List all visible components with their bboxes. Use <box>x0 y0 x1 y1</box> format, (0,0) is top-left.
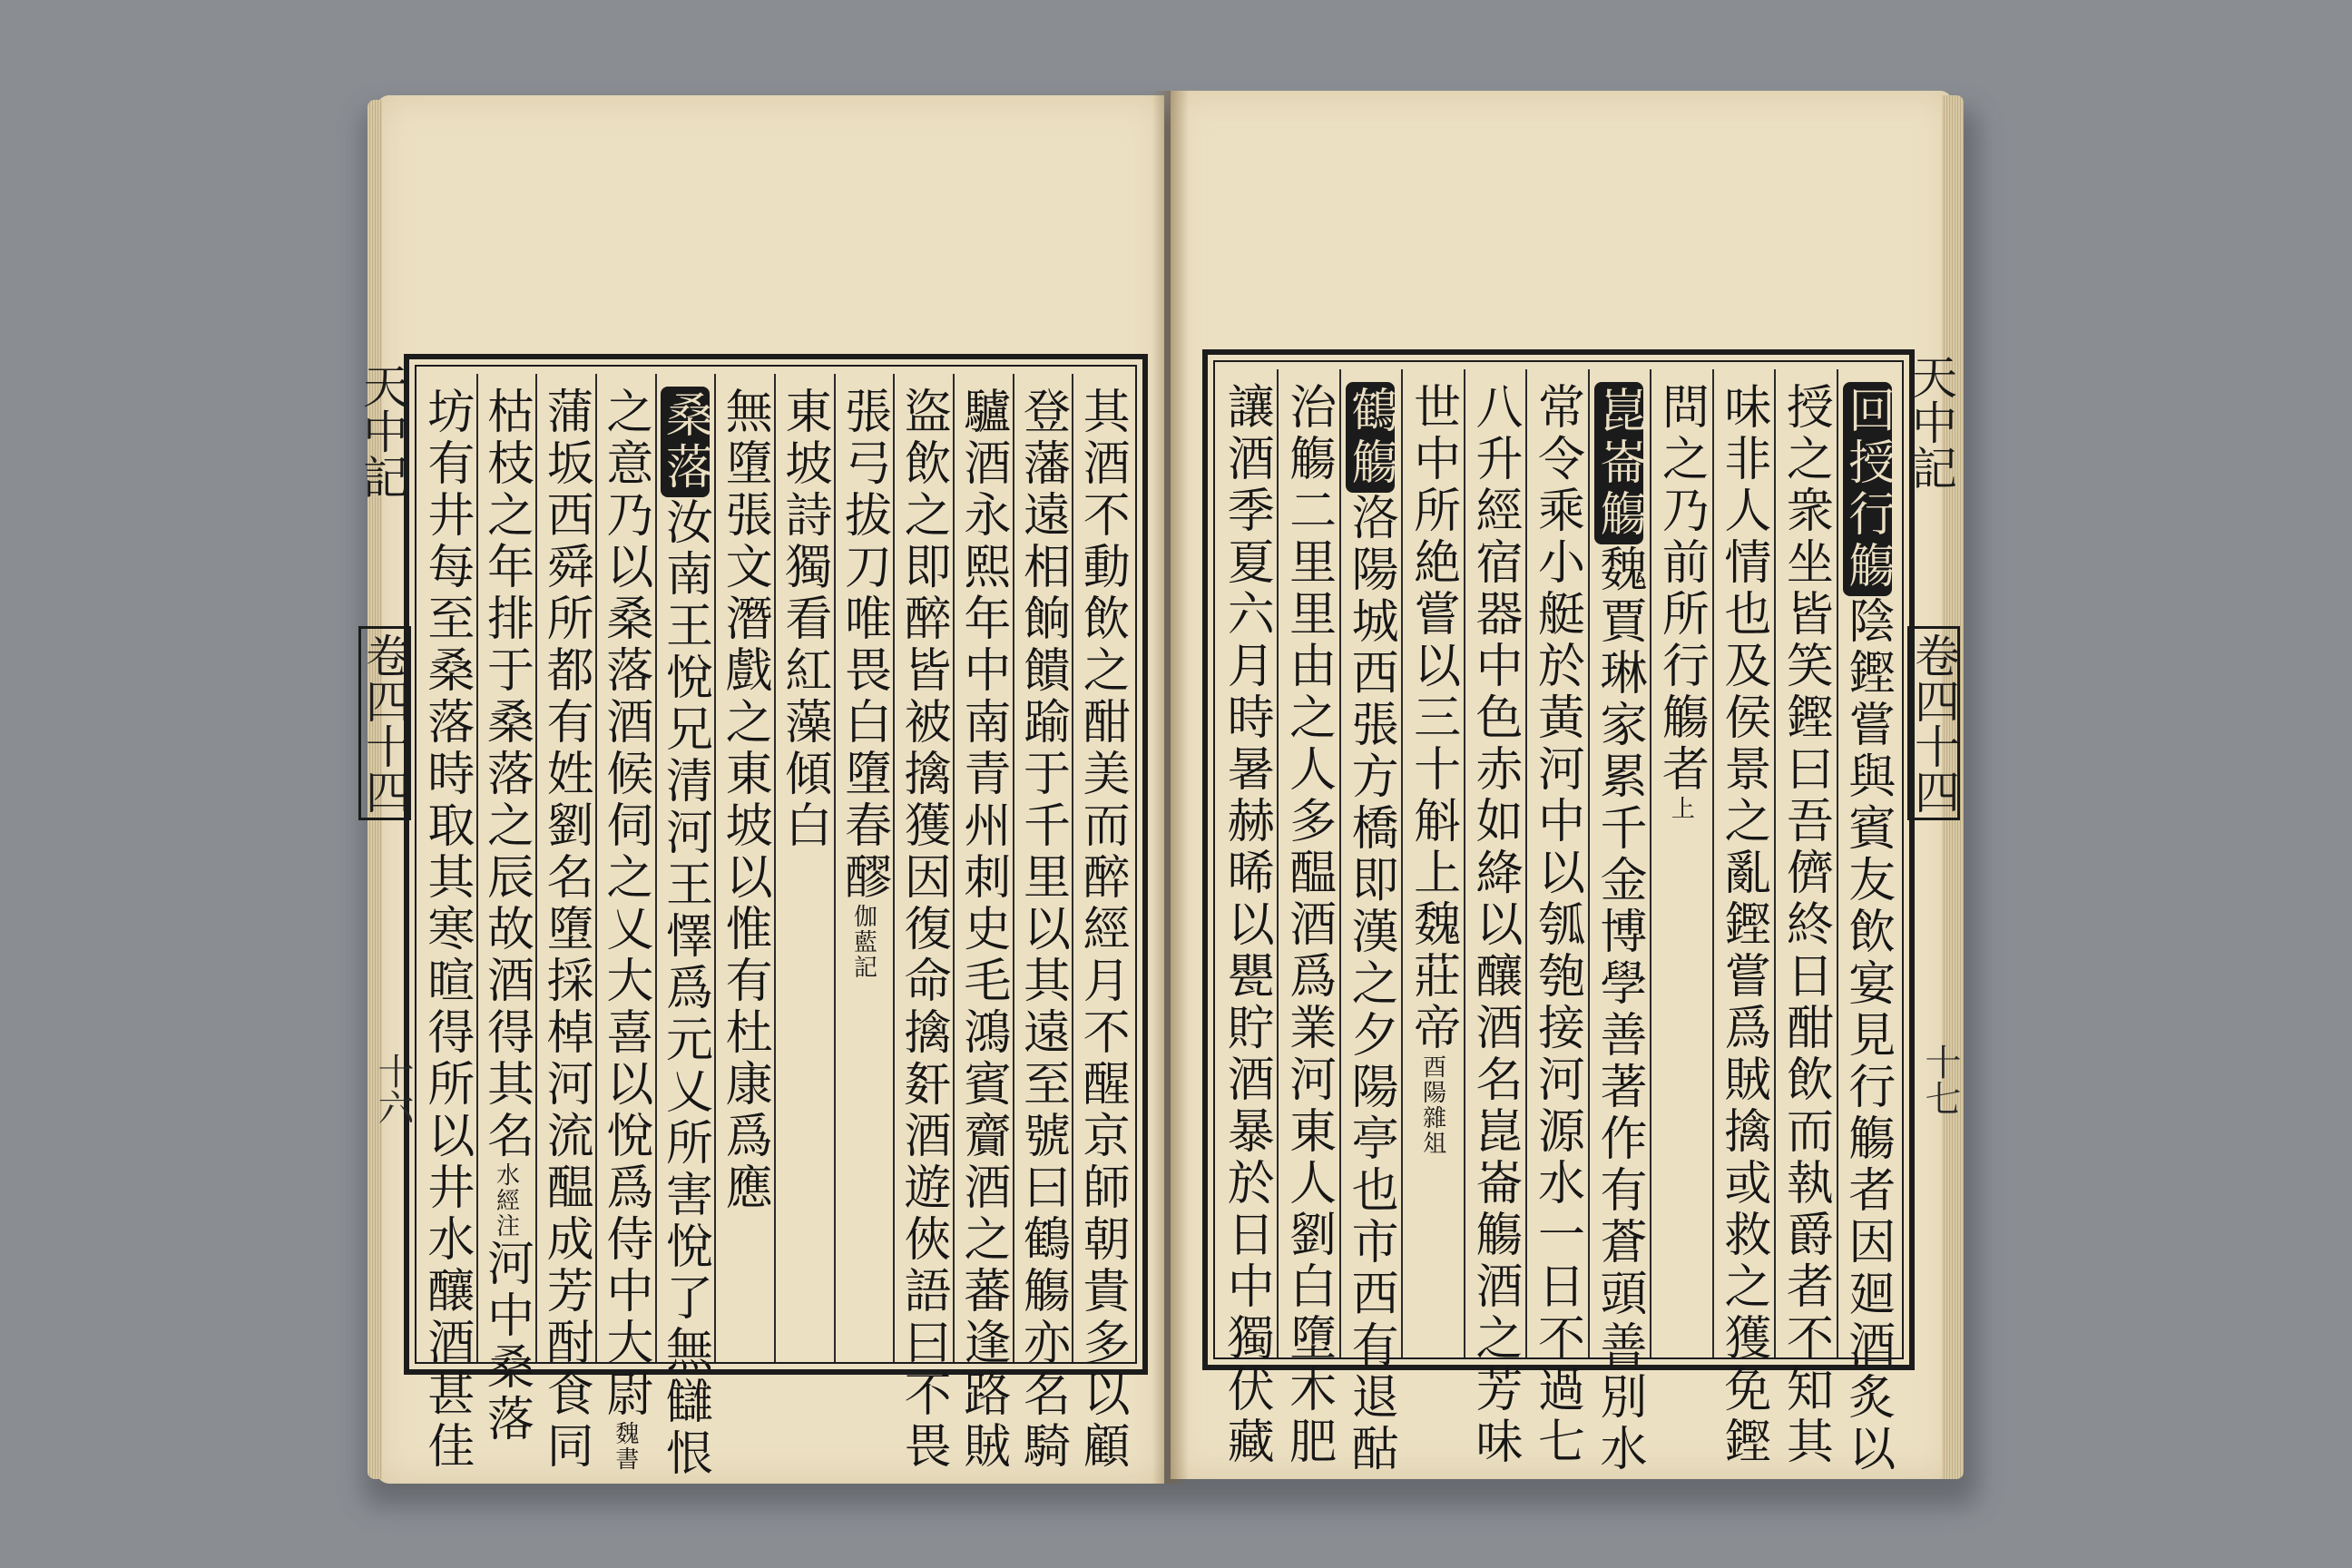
column-text: 問之乃前所行觴者 <box>1653 382 1709 796</box>
column-rule <box>535 374 537 1363</box>
text-column <box>538 387 593 1473</box>
column-text: 世中所絶嘗以三十斛上魏莊帝 <box>1405 382 1460 1054</box>
left-margin-volume: 卷四十四 <box>358 626 411 820</box>
text-column <box>1839 382 1895 1475</box>
column-rule <box>1525 369 1527 1358</box>
column-rule <box>1401 369 1403 1358</box>
column-text: 八升經宿器中色赤如絳以釀酒名崑崙觴酒之芳味 <box>1467 382 1523 1468</box>
column-rule <box>1072 374 1073 1363</box>
column-rule <box>595 374 597 1363</box>
text-column <box>1715 382 1770 1468</box>
text-column <box>1074 387 1130 1473</box>
column-text: 登藩遠相餉饋踰于千里以其遠至號曰鶴觴亦名騎 <box>1014 387 1070 1473</box>
column-rule <box>1339 369 1341 1358</box>
text-column <box>1014 387 1070 1473</box>
entry-heading: 回授行觴 <box>1843 382 1892 596</box>
entry-heading: 鶴觴 <box>1346 382 1395 493</box>
text-column <box>1467 382 1523 1468</box>
column-rule <box>1464 369 1465 1358</box>
left-margin-title: 天中記 <box>356 363 408 499</box>
column-text-continued: 河中桑落 <box>478 1239 534 1446</box>
column-rule <box>953 374 955 1363</box>
right-text-frame <box>1202 349 1915 1475</box>
text-column <box>1405 382 1460 1353</box>
column-rule <box>655 374 657 1363</box>
text-column <box>717 387 772 1357</box>
column-rule <box>834 374 836 1363</box>
text-column <box>1591 382 1646 1475</box>
column-rule <box>1712 369 1714 1358</box>
text-column <box>836 387 891 1357</box>
column-text: 治觴二里里由之人多醖酒爲業河東人劉白墮木肥 <box>1280 382 1336 1468</box>
column-text: 坊有井每至桑落時取其寒暄得所以井水釀酒甚佳 <box>418 387 474 1473</box>
text-column <box>1219 382 1274 1468</box>
column-text: 其酒不動飲之酣美而醉經月不醒京師朝貴多以顧 <box>1074 387 1130 1473</box>
column-rule <box>1774 369 1776 1358</box>
column-text: 陰鏗嘗與賓友飲宴見行觴者因廻酒炙以 <box>1839 596 1895 1475</box>
column-text: 驢酒永熙年中南青州刺史毛鴻賓齎酒之蕃逢路賊 <box>955 387 1010 1473</box>
text-column <box>597 387 652 1472</box>
text-column <box>776 387 831 1357</box>
source-note: 酉陽雜俎 <box>1418 1054 1446 1156</box>
right-margin-folio: 十七 <box>1919 1044 1961 1116</box>
column-text: 盜飲之即醉皆被擒獲因復命擒姧酒遊俠語曰不畏 <box>896 387 951 1473</box>
text-column <box>1653 382 1709 1353</box>
book-gutter <box>1152 91 1189 1484</box>
column-rule <box>1650 369 1651 1358</box>
column-rule <box>476 374 478 1363</box>
column-rule <box>893 374 895 1363</box>
source-note: 伽藍記 <box>849 904 877 980</box>
column-rule <box>1837 369 1838 1358</box>
left-text-frame <box>404 354 1148 1480</box>
column-rule <box>1277 369 1279 1358</box>
left-margin-folio: 十六 <box>372 1053 414 1125</box>
column-rule <box>714 374 716 1363</box>
entry-heading: 桑落 <box>661 387 710 497</box>
column-text: 無墮張文潛戲之東坡以惟有杜康爲應 <box>717 387 772 1214</box>
source-note: 魏書 <box>611 1421 639 1472</box>
column-text: 魏賈琳家累千金博學善著作有蒼頭善別水 <box>1591 544 1646 1475</box>
text-column <box>1529 382 1584 1468</box>
right-margin-volume: 卷四十四 <box>1907 626 1960 820</box>
column-text: 東坡詩獨看紅藻傾白 <box>776 387 831 852</box>
text-column <box>418 387 474 1473</box>
text-column <box>896 387 951 1473</box>
text-column <box>478 387 534 1446</box>
column-text: 汝南王悅兄清河王懌爲元乂所害悅了無讎恨 <box>657 497 712 1480</box>
column-text: 蒲坂西舜所都有姓劉名墮採棹河流醖成芳酎食同 <box>538 387 593 1473</box>
column-text: 授之衆坐皆笑鏗曰吾儕終日酣飲而執爵者不知其 <box>1778 382 1833 1468</box>
text-column <box>1343 382 1398 1475</box>
text-column <box>1280 382 1336 1468</box>
column-rule <box>774 374 776 1363</box>
text-column <box>955 387 1010 1473</box>
source-note: 水經注 <box>492 1162 520 1239</box>
entry-heading: 崑崙觴 <box>1594 382 1643 544</box>
column-text: 味非人情也及侯景之亂鏗嘗爲賊擒或救之獲免鏗 <box>1715 382 1770 1468</box>
column-text: 之意乃以桑落酒候伺之乂大喜以悅爲侍中大尉 <box>597 387 652 1421</box>
text-column <box>1778 382 1833 1468</box>
column-text: 讓酒季夏六月時暑赫晞以甖貯酒暴於日中獨伏藏 <box>1219 382 1274 1468</box>
right-margin-title: 天中記 <box>1905 354 1957 490</box>
column-text: 張弓拔刀唯畏白墮春醪 <box>836 387 891 904</box>
column-rule <box>1588 369 1590 1358</box>
column-text: 枯枝之年排于桑落之辰故酒得其名 <box>478 387 534 1162</box>
column-text: 洛陽城西張方橋即漢之夕陽亭也市西有退酤 <box>1343 493 1398 1475</box>
text-column <box>657 387 712 1480</box>
source-note: 上 <box>1667 796 1695 821</box>
column-text: 常令乘小艇於黃河中以瓠匏接河源水一日不過七 <box>1529 382 1584 1468</box>
column-rule <box>1013 374 1014 1363</box>
